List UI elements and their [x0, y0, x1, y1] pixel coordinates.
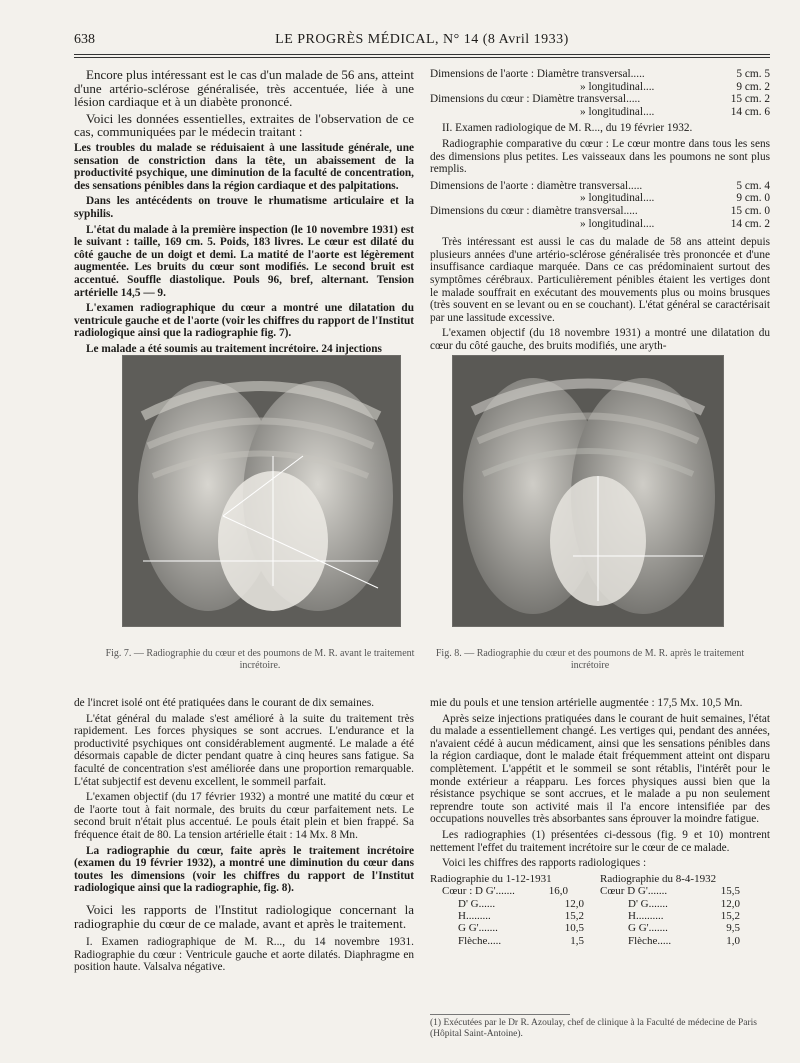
dimension-row: Dimensions du cœur : Diamètre transversal..... 15 cm. 2: [430, 93, 770, 106]
running-header: [74, 32, 770, 52]
report-row: D' G....... 12,0: [628, 897, 740, 910]
paragraph: Dans les antécédents on trouve le rhumatisme articulaire et la syphilis.: [74, 195, 414, 220]
report-row: H......... 15,2: [458, 909, 584, 922]
report-row: Cœur D G'....... 15,5: [600, 885, 740, 898]
figure-8-caption: Fig. 8. — Radiographie du cœur et des poumons de M. R. après le traitement incrétoire: [435, 648, 745, 671]
paragraph: La radiographie du cœur, faite après le traitement incrétoire (examen du 19 février 1932), a montré une diminution du cœur dans toutes les dimensions (voir les chiffres du rapport de l'Institut radiologique ainsi que la radiographie, fig. 8).: [74, 844, 414, 895]
page-number: 638: [74, 32, 95, 47]
aorta-heart-dims-2: [430, 180, 770, 230]
report-row: Cœur : D G'....... 16,0: [442, 885, 568, 898]
dimension-row: » longitudinal.... 14 cm. 6: [580, 105, 770, 118]
report-row: G G'....... 9,5: [628, 922, 740, 935]
report-1931: [430, 873, 600, 947]
exam-title: II. Examen radiologique de M. R..., du 19 février 1932.: [442, 122, 693, 135]
paragraph: mie du pouls et une tension artérielle augmentée : 17,5 Mx. 10,5 Mn.: [430, 697, 743, 709]
dimension-row: » longitudinal.... 9 cm. 2: [580, 80, 770, 93]
dimension-row: » longitudinal.... 9 cm. 0: [580, 192, 770, 205]
report-title: Radiographie du 8-4-1932: [600, 872, 717, 885]
paragraph: Les troubles du malade se réduisaient à une lassitude générale, une sensation de constriction dans la tête, un abaissement de la productivité psychique, une diminution de la faculté de concentration, des sensations pénibles dans la région cardiaque et des palpitations.: [74, 141, 414, 192]
header-rule-2: [74, 57, 770, 58]
report-row: Flèche..... 1,5: [458, 934, 584, 947]
paragraph: L'examen objectif (du 17 février 1932) a montré une matité du cœur et de l'aorte tout à fait normale, des bruits du cœur parfaitement nets. Le second bruit n'était plus accentué. Le pouls était plein et bien frappé. Sa fréquence était de 80. La tension artérielle était : 14 Mx. 8 Mn.: [74, 791, 414, 841]
report-row: D' G...... 12,0: [458, 897, 584, 910]
chest-xray-image: [123, 356, 400, 626]
radiograph-fig-7: [122, 355, 401, 627]
paragraph: L'examen radiographique du cœur a montré une dilatation du ventricule gauche et de l'aorte (voir les chiffres du rapport de l'Institut radiologique ainsi que la radiographie fig. 7).: [74, 302, 415, 340]
radiology-report-table: [430, 873, 770, 947]
paragraph: Voici les chiffres des rapports radiologiques :: [442, 857, 647, 870]
report-row: Flèche..... 1,0: [628, 934, 740, 947]
report-title: Radiographie du 1-12-1931: [430, 872, 552, 885]
report-1932: [600, 873, 770, 947]
paragraph: Le malade a été soumis au traitement incrétoire. 24 injections: [86, 342, 382, 355]
paragraph: L'examen objectif (du 18 novembre 1931) a montré une dilatation du cœur du côté gauche, des bruits modifiés, une aryth-: [430, 327, 770, 352]
chest-xray-image: [453, 356, 723, 626]
left-column-bottom: [74, 697, 414, 977]
dimension-row: Dimensions de l'aorte : diamètre transversal..... 5 cm. 4: [430, 179, 770, 192]
paragraph: Encore plus intéressant est le cas d'un malade de 56 ans, atteint d'une artério-sclérose généralisée, très accentuée, liée à une lésion cardiaque et à un diabète prononcé.: [74, 67, 414, 110]
header-rule: [74, 54, 770, 55]
paragraph: Voici les rapports de l'Institut radiologique concernant la radiographie du cœur de ce malade, avant et après le traitement.: [74, 901, 414, 931]
paragraph: Les radiographies (1) présentées ci-dessous (fig. 9 et 10) montrent nettement l'effet du traitement incrétoire sur le cœur de ce malade.: [430, 828, 770, 854]
paragraph: I. Examen radiographique de M. R..., du 14 novembre 1931. Radiographie du cœur : Ventricule gauche et aorte dilatés. Diaphragme en position haute. Valsalva négative.: [74, 936, 414, 974]
paragraph: L'état général du malade s'est amélioré à la suite du traitement très rapidement. Les forces physiques se sont accrues. L'endurance et la productivité psychiques ont considérablement augmenté. Le malade a été désormais capable de dicter pendant quatre à cinq heures sans fatigue. Sa faculté de concentration s'est améliorée dans une proportion remarquable. L'état subjectif est devenu excellent, le sommeil parfait.: [74, 712, 414, 788]
left-column-top: [74, 68, 414, 358]
paragraph: Très intéressant est aussi le cas du malade de 58 ans atteint depuis plusieurs années d'une artério-sclérose généralisée très prononcée et d'une insuffisance cardiaque marquée. Dans ce cas prédominaient surtout des symptômes cérébraux. Particulièrement pénibles étaient les vertiges dont le malade souffrait en exécutant des mouvements plus ou moins brusques (très souvent en se levant ou en se couchant). L'état général se caractérisait par une lassitude excessive.: [430, 236, 770, 324]
paragraph: Après seize injections pratiquées dans le courant de huit semaines, l'état du malade a essentiellement changé. Les vertiges qui, pendant des années, n'avaient cédé à aucun médicament, ainsi que les sensations pénibles dans la région cardiaque, dont le malade était fréquemment atteint ont disparu complètement. L'appétit et le sommeil se sont rétablis, l'intérêt pour le monde extérieur a réapparu. Les forces physiques aussi bien que la résistance psychique se sont accrues, et le malade a pu non seulement reprendre toute son activité mais il l'a encore intensifiée par des occupations nouvelles très absorbantes sans éprouver la moindre fatigue.: [430, 712, 770, 826]
report-row: H.......... 15,2: [628, 909, 740, 922]
paragraph: Voici les données essentielles, extraites de l'observation de ce cas, communiquées par le médecin traitant :: [74, 110, 414, 140]
aorta-heart-dims-1: [430, 68, 770, 118]
figure-7-caption: Fig. 7. — Radiographie du cœur et des poumons de M. R. avant le traitement incrétoire.: [105, 648, 415, 671]
right-column-top: [430, 68, 770, 355]
journal-title: LE PROGRÈS MÉDICAL, N° 14 (8 Avril 1933): [275, 32, 569, 47]
paragraph: L'état du malade à la première inspection (le 10 novembre 1931) est le suivant : taille, 169 cm. 5. Poids, 183 livres. Le cœur est dilaté du côté gauche de un doigt et demi. La matité de l'aorte est légèrement augmentée. Les bruits du cœur sont modifiés. Le second bruit est accentué. Souffle diastolique. Pouls 96, bref, alternant. Tension artérielle 14,5 — 9.: [74, 223, 414, 299]
right-column-bottom: [430, 697, 770, 947]
footnote-rule: [430, 1014, 570, 1015]
radiograph-fig-8: [452, 355, 724, 627]
dimension-row: Dimensions du cœur : diamètre transversal..... 15 cm. 0: [430, 204, 770, 217]
dimension-row: Dimensions de l'aorte : Diamètre transversal..... 5 cm. 5: [430, 68, 770, 80]
footnote: (1) Exécutées par le Dr R. Azoulay, chef de clinique à la Faculté de médecine de Paris (Hôpital Saint-Antoine).: [430, 1018, 757, 1039]
paragraph: de l'incret isolé ont été pratiquées dans le courant de dix semaines.: [74, 697, 375, 709]
dimension-row: » longitudinal.... 14 cm. 2: [580, 217, 770, 230]
report-row: G G'....... 10,5: [458, 922, 584, 935]
paragraph: Radiographie comparative du cœur : Le cœur montre dans tous les sens des dimensions plus petites. Les vaisseaux dans les poumons ne sont plus remplis.: [430, 137, 770, 176]
